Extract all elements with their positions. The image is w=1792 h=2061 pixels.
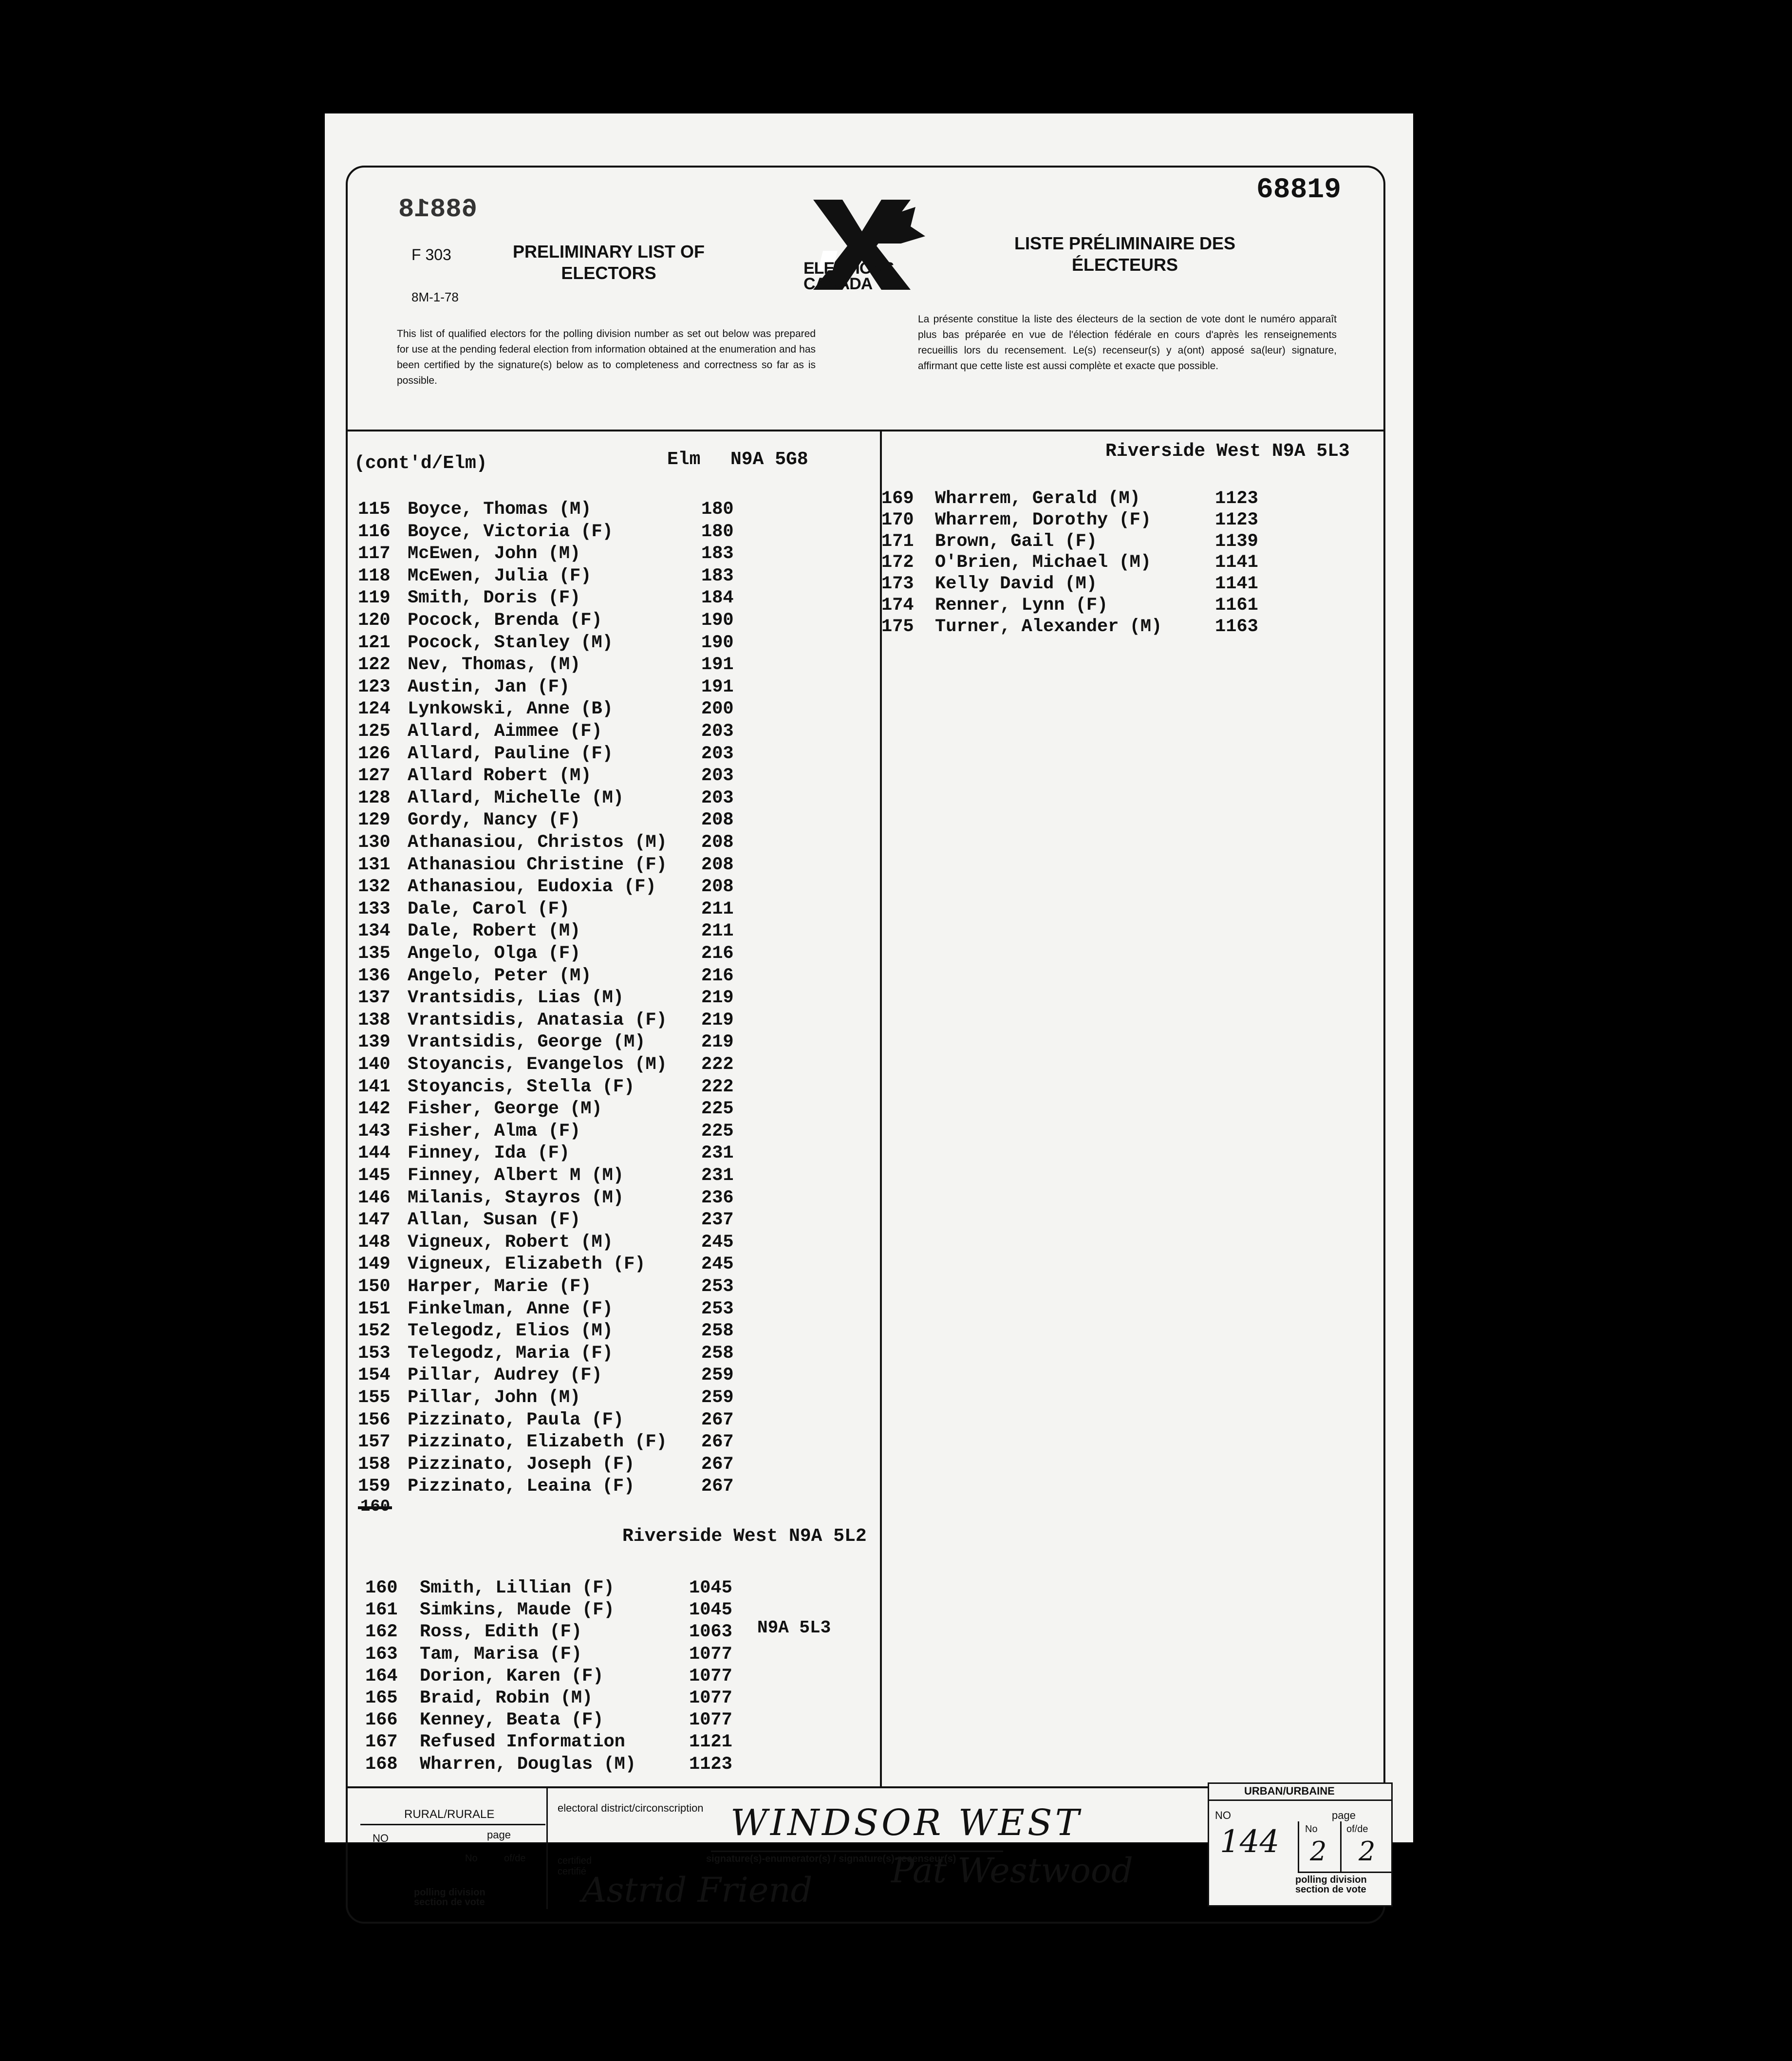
elector-row <box>358 988 869 1010</box>
urban-ofde-value: 2 <box>1359 1836 1376 1867</box>
elector-name: Vigneux, Elizabeth (F) <box>408 1254 646 1275</box>
elector-name: Allan, Susan (F) <box>408 1210 581 1231</box>
elector-row <box>365 1710 877 1732</box>
elector-name: Harper, Marie (F) <box>408 1276 592 1297</box>
elector-name: Allard, Pauline (F) <box>408 743 613 764</box>
form-date: 8M-1-78 <box>411 290 459 304</box>
elector-number: 123 <box>358 676 391 697</box>
elector-address: 245 <box>701 1254 734 1275</box>
elector-number: 143 <box>358 1121 391 1142</box>
elector-address: 1121 <box>689 1732 732 1753</box>
elector-number: 158 <box>358 1454 391 1475</box>
form-code: F 303 <box>411 246 451 263</box>
elector-address: 219 <box>701 1010 734 1030</box>
elector-row <box>358 1188 869 1210</box>
elector-number: 124 <box>358 699 391 720</box>
elector-row <box>358 1210 869 1232</box>
elector-number: 175 <box>881 616 914 637</box>
elector-name: Allard, Michelle (M) <box>408 787 624 808</box>
elector-name: Vrantsidis, George (M) <box>408 1032 646 1053</box>
elector-number: 151 <box>358 1298 391 1319</box>
left-heading-street: Elm <box>667 449 701 470</box>
elector-number: 156 <box>358 1409 391 1430</box>
elector-address: 258 <box>701 1321 734 1342</box>
elector-address: 208 <box>701 810 734 831</box>
elector-row <box>358 1032 869 1054</box>
elector-row <box>358 655 869 677</box>
elector-number: 165 <box>365 1688 398 1708</box>
left-heading-postal: N9A 5G8 <box>730 449 808 470</box>
certified-label: certified certifié <box>558 1855 592 1877</box>
elector-address: 183 <box>701 543 734 564</box>
elector-number: 141 <box>358 1076 391 1097</box>
elector-name: Vrantsidis, Lias (M) <box>408 988 624 1009</box>
elector-row <box>358 1121 869 1143</box>
elector-row <box>358 1432 869 1454</box>
elector-name: Fisher, George (M) <box>408 1099 602 1120</box>
elector-address: 211 <box>701 899 734 919</box>
elector-name: Athanasiou, Christos (M) <box>408 832 667 853</box>
elector-address: 190 <box>701 610 734 631</box>
elector-row <box>358 1299 869 1321</box>
elector-address: 1163 <box>1215 616 1258 637</box>
elector-name: Stoyancis, Evangelos (M) <box>408 1054 667 1075</box>
polling-label-left: polling division section de vote <box>414 1887 485 1908</box>
elector-number: 162 <box>365 1622 398 1643</box>
logo-text <box>803 261 925 292</box>
elector-name: Telegodz, Elios (M) <box>408 1321 613 1342</box>
header-divider <box>347 430 1384 431</box>
elector-number: 166 <box>365 1710 398 1731</box>
elector-address: 1077 <box>689 1666 732 1686</box>
elector-name: Dale, Carol (F) <box>408 899 570 919</box>
elector-number: 133 <box>358 899 391 919</box>
elector-address: 236 <box>701 1187 734 1208</box>
urban-ofde-label: of/de <box>1346 1824 1368 1835</box>
elector-row <box>358 788 869 810</box>
elector-number: 128 <box>358 787 391 808</box>
urban-line <box>1209 1799 1392 1801</box>
elector-name: Turner, Alexander (M) <box>935 616 1162 637</box>
elector-name: Finkelman, Anne (F) <box>408 1298 613 1319</box>
elector-name: Brown, Gail (F) <box>935 531 1098 552</box>
elector-number: 140 <box>358 1054 391 1075</box>
elector-number: 122 <box>358 655 391 675</box>
elector-row <box>881 531 1320 554</box>
right-heading: Riverside West N9A 5L3 <box>1105 441 1350 462</box>
elector-name: Kenney, Beata (F) <box>420 1710 604 1731</box>
urban-divider <box>1298 1821 1299 1873</box>
elector-address: 1141 <box>1215 552 1258 573</box>
title-en: PRELIMINARY LIST OF ELECTORS <box>512 242 705 283</box>
elector-address: 211 <box>701 921 734 942</box>
elector-name: Pocock, Brenda (F) <box>408 610 602 631</box>
elector-name: Boyce, Victoria (F) <box>408 521 613 542</box>
elector-row <box>358 921 869 943</box>
elector-row <box>358 832 869 855</box>
elector-row <box>358 566 869 588</box>
intro-text-en: This list of qualified electors for the polling division number as set out below was prepared for use at the pending federal election from information obtained at the enumeration and has been certified by the signature(s) below as to completeness and correctness so far as is possible. <box>397 328 816 386</box>
elector-name: Pillar, Audrey (F) <box>408 1365 602 1386</box>
elector-row <box>365 1578 877 1600</box>
elector-number: 174 <box>881 595 914 616</box>
rural-page-label: page <box>487 1829 511 1841</box>
elector-name: Renner, Lynn (F) <box>935 595 1108 616</box>
elector-name: Ross, Edith (F) <box>420 1622 582 1643</box>
elector-number: 139 <box>358 1032 391 1053</box>
elector-number: 161 <box>365 1600 398 1621</box>
elector-number: 145 <box>358 1165 391 1186</box>
elector-address: 1123 <box>689 1754 732 1775</box>
elector-address: 237 <box>701 1210 734 1231</box>
elector-name: Pizzinato, Leaina (F) <box>408 1476 635 1497</box>
elector-name: Pizzinato, Joseph (F) <box>408 1454 635 1475</box>
elector-number: 149 <box>358 1254 391 1275</box>
elector-row <box>358 1254 869 1276</box>
elector-address: 222 <box>701 1054 734 1075</box>
elector-number: 163 <box>365 1644 398 1665</box>
elector-address: 203 <box>701 766 734 787</box>
elector-address: 222 <box>701 1076 734 1097</box>
footer-divider <box>347 1786 1209 1788</box>
signature-1: Astrid Friend <box>582 1870 813 1910</box>
elector-name: Pocock, Stanley (M) <box>408 632 613 653</box>
elector-address: 208 <box>701 832 734 853</box>
elector-name: Refused Information <box>420 1732 625 1753</box>
section2-heading: Riverside West N9A 5L2 <box>622 1526 867 1547</box>
elector-name: Braid, Robin (M) <box>420 1688 593 1708</box>
postal-change-note: N9A 5L3 <box>757 1618 831 1638</box>
elector-address: 203 <box>701 721 734 742</box>
elector-address: 1077 <box>689 1710 732 1731</box>
elector-address: 208 <box>701 877 734 898</box>
elector-address: 191 <box>701 655 734 675</box>
elector-number: 160 <box>365 1578 398 1598</box>
elector-name: Austin, Jan (F) <box>408 676 570 697</box>
elector-address: 245 <box>701 1232 734 1253</box>
elector-number: 144 <box>358 1143 391 1164</box>
elector-row <box>358 877 869 899</box>
elector-address: 253 <box>701 1276 734 1297</box>
elector-number: 169 <box>881 488 914 509</box>
urban-divider-2 <box>1340 1821 1342 1873</box>
elector-address: 259 <box>701 1387 734 1408</box>
elector-address: 180 <box>701 499 734 520</box>
elector-row <box>358 899 869 921</box>
elector-address: 267 <box>701 1454 734 1475</box>
elector-number: 132 <box>358 877 391 898</box>
urban-label: URBAN/URBAINE <box>1244 1785 1335 1797</box>
doc-number-left: 68818 <box>398 195 478 225</box>
elector-name: Telegodz, Maria (F) <box>408 1343 613 1364</box>
rural-box-right <box>546 1787 548 1909</box>
elector-address: 267 <box>701 1476 734 1497</box>
urban-no2-label: No <box>1305 1824 1318 1835</box>
elector-name: Angelo, Olga (F) <box>408 943 581 964</box>
rural-no-label: NO <box>373 1832 389 1844</box>
elector-row <box>358 1276 869 1299</box>
elector-name: Pizzinato, Paula (F) <box>408 1409 624 1430</box>
elector-number: 164 <box>365 1666 398 1686</box>
elector-number: 115 <box>358 499 391 520</box>
elector-row <box>881 595 1320 618</box>
elector-number: 131 <box>358 854 391 875</box>
district-value: WINDSOR WEST <box>730 1802 1083 1844</box>
elector-address: 267 <box>701 1432 734 1453</box>
logo-line2: CANADA <box>803 275 873 293</box>
elector-number: 154 <box>358 1365 391 1386</box>
elector-number: 173 <box>881 574 914 595</box>
elector-row <box>358 1454 869 1477</box>
elector-address: 190 <box>701 632 734 653</box>
elector-number: 146 <box>358 1187 391 1208</box>
elector-number: 170 <box>881 509 914 530</box>
elector-row <box>358 1232 869 1255</box>
elector-row <box>358 721 869 744</box>
elector-address: 180 <box>701 521 734 542</box>
elector-number: 153 <box>358 1343 391 1364</box>
elector-row <box>358 1410 869 1432</box>
elector-number: 167 <box>365 1732 398 1753</box>
elector-row <box>365 1754 877 1777</box>
elector-row <box>358 1321 869 1343</box>
elector-number: 168 <box>365 1754 398 1775</box>
elector-address: 208 <box>701 854 734 875</box>
rural-ofde-label: of/de <box>504 1853 526 1864</box>
elector-name: Dale, Robert (M) <box>408 921 581 942</box>
elector-name: Finney, Ida (F) <box>408 1143 570 1164</box>
elector-name: Vigneux, Robert (M) <box>408 1232 613 1253</box>
elector-address: 219 <box>701 988 734 1009</box>
elector-row <box>358 1054 869 1077</box>
elector-address: 259 <box>701 1365 734 1386</box>
elector-row <box>358 1010 869 1032</box>
elector-address: 225 <box>701 1121 734 1142</box>
elector-number: 129 <box>358 810 391 831</box>
elector-address: 1123 <box>1215 488 1258 509</box>
logo-line1: ELECTIONS <box>803 259 894 278</box>
elector-number: 119 <box>358 588 391 609</box>
elector-address: 231 <box>701 1143 734 1164</box>
signature-label: signature(s)-enumerator(s) / signature(s)-recenseur(s) <box>706 1854 956 1864</box>
elector-name: Dorion, Karen (F) <box>420 1666 604 1686</box>
urban-no-value: 144 <box>1220 1824 1280 1860</box>
elector-name: Vrantsidis, Anatasia (F) <box>408 1010 667 1030</box>
elector-address: 1077 <box>689 1644 732 1665</box>
elector-name: Stoyancis, Stella (F) <box>408 1076 635 1097</box>
elector-row <box>358 1387 869 1410</box>
elector-name: Smith, Lillian (F) <box>420 1578 615 1598</box>
elector-name: Smith, Doris (F) <box>408 588 581 609</box>
elector-row <box>358 588 869 610</box>
elector-row <box>365 1644 877 1667</box>
elector-row <box>358 1077 869 1099</box>
elector-address: 1063 <box>689 1622 732 1643</box>
elector-name: Athanasiou Christine (F) <box>408 854 667 875</box>
elector-number: 127 <box>358 766 391 787</box>
elector-row <box>358 522 869 544</box>
elector-number: 117 <box>358 543 391 564</box>
elector-row <box>881 488 1320 511</box>
elector-name: Wharrem, Dorothy (F) <box>935 509 1152 530</box>
elector-number: 126 <box>358 743 391 764</box>
elector-row <box>881 617 1320 639</box>
elector-number: 136 <box>358 965 391 986</box>
elector-number: 155 <box>358 1387 391 1408</box>
elector-address: 1139 <box>1215 531 1258 552</box>
elector-address: 1123 <box>1215 509 1258 530</box>
elector-name: Finney, Albert M (M) <box>408 1165 624 1186</box>
elector-row <box>365 1688 877 1710</box>
polling-label-right: polling division section de vote <box>1295 1874 1367 1895</box>
strike-mark <box>358 1506 392 1509</box>
elector-number: 147 <box>358 1210 391 1231</box>
urban-no-label: NO <box>1215 1809 1231 1821</box>
elector-address: 191 <box>701 676 734 697</box>
elector-name: Pizzinato, Elizabeth (F) <box>408 1432 667 1453</box>
elector-row <box>358 677 869 699</box>
elector-address: 1141 <box>1215 574 1258 595</box>
elector-row <box>358 966 869 988</box>
elector-name: Simkins, Maude (F) <box>420 1600 615 1621</box>
elector-address: 203 <box>701 743 734 764</box>
elector-address: 225 <box>701 1099 734 1120</box>
elector-name: Nev, Thomas, (M) <box>408 655 581 675</box>
elector-row <box>881 510 1320 532</box>
district-label: electoral district/circonscription <box>558 1802 704 1814</box>
elector-name: Athanasiou, Eudoxia (F) <box>408 877 656 898</box>
elector-address: 184 <box>701 588 734 609</box>
elector-row <box>358 1365 869 1387</box>
elector-address: 200 <box>701 699 734 720</box>
left-heading-contd: (cont'd/Elm) <box>354 453 487 474</box>
elector-number: 148 <box>358 1232 391 1253</box>
elector-address: 253 <box>701 1298 734 1319</box>
elector-row <box>358 1343 869 1366</box>
elector-name: Boyce, Thomas (M) <box>408 499 592 520</box>
elector-number: 172 <box>881 552 914 573</box>
elector-name: Wharrem, Gerald (M) <box>935 488 1140 509</box>
elector-number: 150 <box>358 1276 391 1297</box>
elector-number: 157 <box>358 1432 391 1453</box>
elector-address: 1045 <box>689 1600 732 1621</box>
urban-line-2 <box>1298 1872 1393 1873</box>
elector-address: 216 <box>701 965 734 986</box>
elector-name: Allard, Aimmee (F) <box>408 721 602 742</box>
elector-name: Kelly David (M) <box>935 574 1098 595</box>
elector-address: 183 <box>701 565 734 586</box>
elector-name: Lynkowski, Anne (B) <box>408 699 613 720</box>
elector-name: Tam, Marisa (F) <box>420 1644 582 1665</box>
elector-row <box>358 1143 869 1165</box>
elector-name: Gordy, Nancy (F) <box>408 810 581 831</box>
elector-address: 203 <box>701 787 734 808</box>
elector-name: Milanis, Stayros (M) <box>408 1187 624 1208</box>
elector-number: 121 <box>358 632 391 653</box>
elector-row <box>358 543 869 566</box>
elector-number: 171 <box>881 531 914 552</box>
elector-number: 142 <box>358 1099 391 1120</box>
elector-row <box>358 855 869 877</box>
elector-number: 130 <box>358 832 391 853</box>
doc-number-right: 68819 <box>1256 174 1342 206</box>
elector-number: 116 <box>358 521 391 542</box>
rural-no2-label: No <box>465 1853 478 1864</box>
elector-row <box>358 744 869 766</box>
elector-row <box>358 943 869 966</box>
elector-name: McEwen, John (M) <box>408 543 581 564</box>
elector-row <box>365 1666 877 1688</box>
elector-number: 134 <box>358 921 391 942</box>
elector-row <box>358 766 869 788</box>
elector-row <box>358 1099 869 1121</box>
elector-address: 231 <box>701 1165 734 1186</box>
rural-underline <box>360 1824 545 1825</box>
rural-label: RURAL/RURALE <box>404 1808 495 1821</box>
elector-row <box>358 810 869 832</box>
elector-row <box>881 574 1320 596</box>
elector-address: 1045 <box>689 1578 732 1598</box>
elector-number: 120 <box>358 610 391 631</box>
elector-name: Pillar, John (M) <box>408 1387 581 1408</box>
elector-address: 1077 <box>689 1688 732 1708</box>
elector-row <box>358 1165 869 1188</box>
urban-page-label: page <box>1332 1809 1356 1821</box>
elector-number: 135 <box>358 943 391 964</box>
intro-text-fr: La présente constitue la liste des électeurs de la section de vote dont le numéro apparaît plus bas préparée en vue de l'élection fédérale en cours d'après les renseignements recueillis lors du recensement. Le(s) recenseur(s) y a(ont) apposé sa(leur) signature, affirmant que cette liste est aussi complète et exacte que possible. <box>918 314 1337 372</box>
elector-name: O'Brien, Michael (M) <box>935 552 1152 573</box>
elector-address: 258 <box>701 1343 734 1364</box>
elector-address: 267 <box>701 1409 734 1430</box>
elector-row <box>358 633 869 655</box>
elector-name: Fisher, Alma (F) <box>408 1121 581 1142</box>
elector-name: McEwen, Julia (F) <box>408 565 592 586</box>
elector-address: 1161 <box>1215 595 1258 616</box>
elector-number: 118 <box>358 565 391 586</box>
elector-row <box>365 1732 877 1754</box>
elector-number: 138 <box>358 1010 391 1030</box>
title-fr: LISTE PRÉLIMINAIRE DES ÉLECTEURS <box>1014 233 1236 275</box>
elector-name: Allard Robert (M) <box>408 766 592 787</box>
elector-number: 125 <box>358 721 391 742</box>
elector-row <box>881 552 1320 575</box>
signature-2: Pat Westwood <box>891 1851 1133 1891</box>
elector-row <box>358 610 869 633</box>
elector-address: 216 <box>701 943 734 964</box>
urban-page-value: 2 <box>1310 1836 1327 1867</box>
elector-number: 137 <box>358 988 391 1009</box>
elector-row <box>358 699 869 721</box>
elector-number: 159 <box>358 1476 391 1497</box>
elector-address: 219 <box>701 1032 734 1053</box>
elector-name: Wharren, Douglas (M) <box>420 1754 636 1775</box>
elector-number: 152 <box>358 1321 391 1342</box>
elector-row <box>358 1476 869 1499</box>
elector-name: Angelo, Peter (M) <box>408 965 592 986</box>
elector-row <box>358 499 869 522</box>
